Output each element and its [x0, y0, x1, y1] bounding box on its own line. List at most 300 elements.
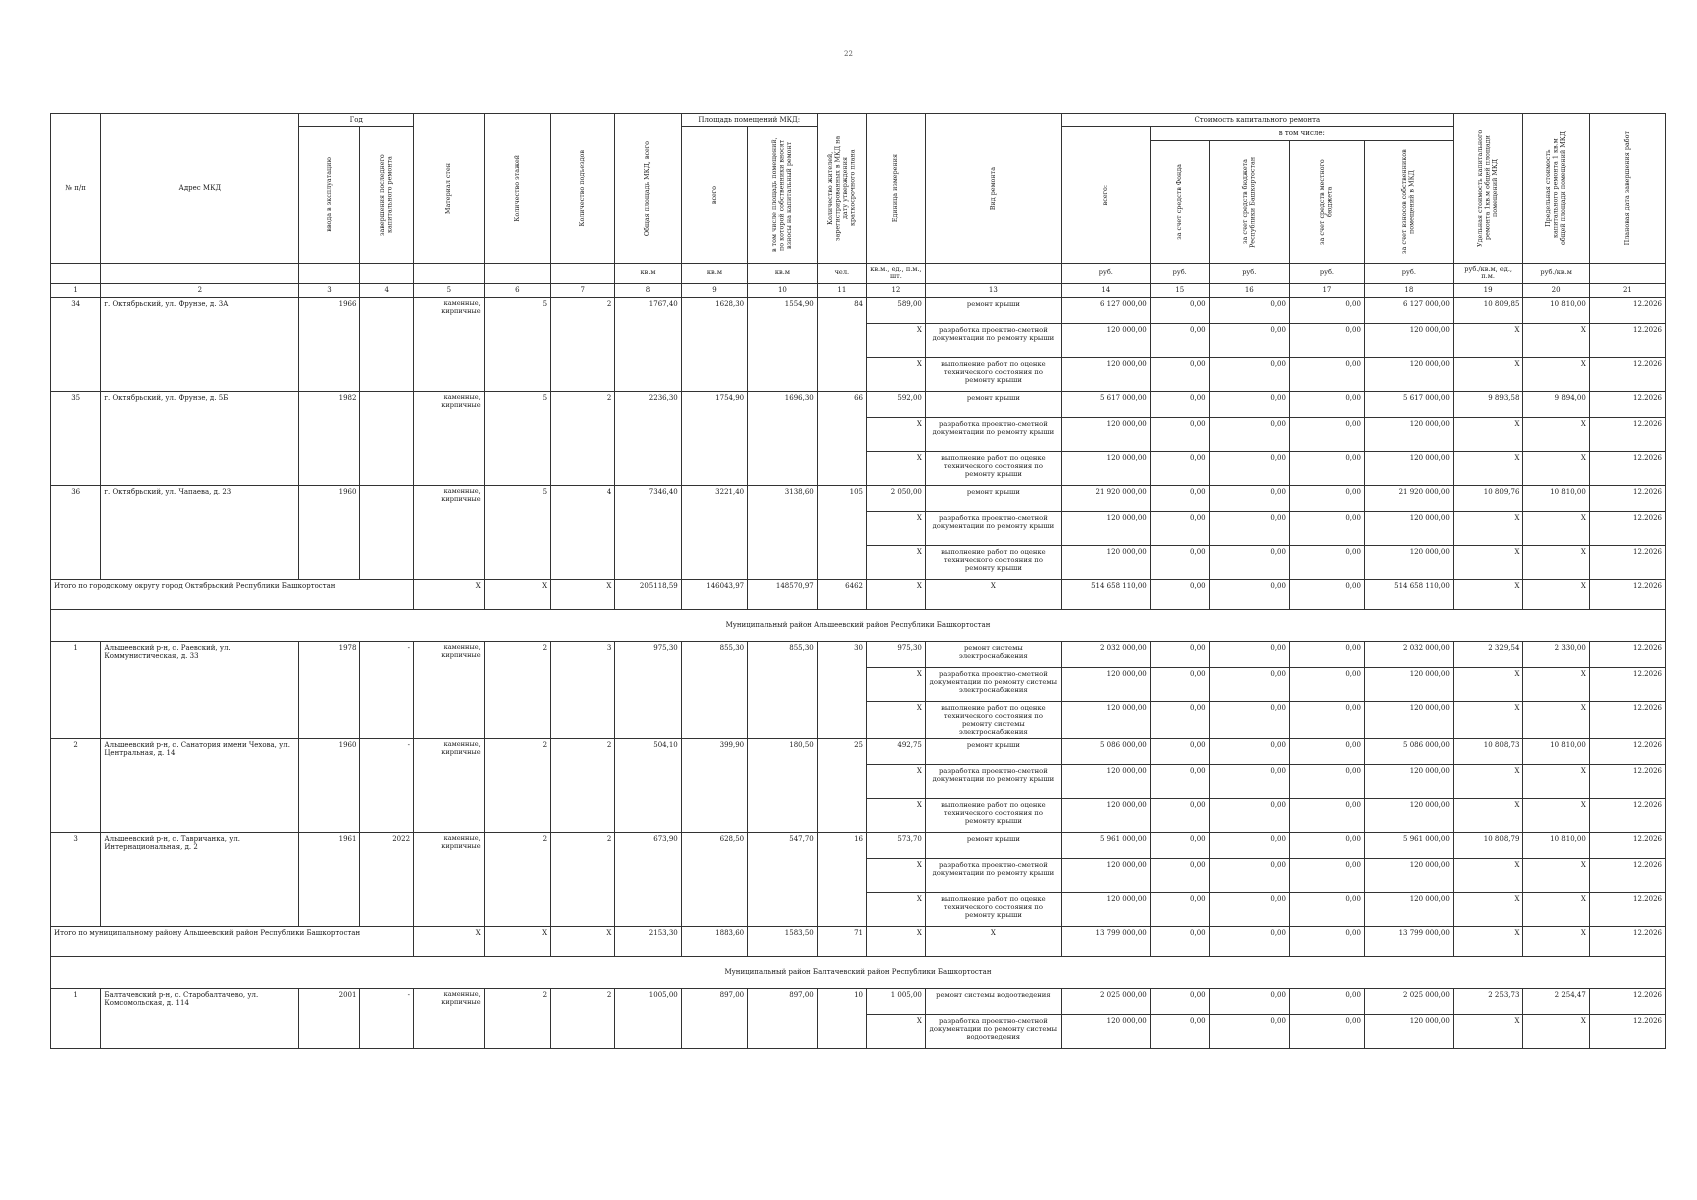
- cost-owners: 120 000,00: [1364, 324, 1453, 358]
- cost-republic: 0,00: [1209, 989, 1289, 1015]
- unit-cost-x-mark: X: [1453, 668, 1523, 702]
- cost-local: 0,00: [1289, 1015, 1364, 1049]
- unit-cell: [551, 263, 615, 284]
- cost-republic: 0,00: [1209, 859, 1289, 893]
- premises-area: 855,30: [681, 642, 747, 739]
- column-number-cell: 18: [1364, 284, 1453, 298]
- unit-cost-x-mark: X: [1453, 418, 1523, 452]
- cost-owners: 120 000,00: [1364, 859, 1453, 893]
- cost-owners: 5 961 000,00: [1364, 833, 1453, 859]
- planned-date: 12.2026: [1589, 512, 1665, 546]
- cost-local: 0,00: [1289, 358, 1364, 392]
- planned-date: 12.2026: [1589, 893, 1665, 927]
- header-floors: Количество этажей: [512, 154, 521, 222]
- cost-local: 0,00: [1289, 668, 1364, 702]
- cost-total: 514 658 110,00: [1061, 580, 1150, 610]
- header-cost-group: Стоимость капитального ремонта: [1061, 114, 1453, 127]
- cost-republic: 0,00: [1209, 765, 1289, 799]
- limit-cost: 2 254,47: [1523, 989, 1589, 1015]
- limit-cost-x-mark: X: [1523, 702, 1589, 739]
- planned-date: 12.2026: [1589, 486, 1665, 512]
- commission-year: 1960: [299, 739, 360, 833]
- work-type: ремонт крыши: [925, 486, 1061, 512]
- unit-cell: руб.: [1061, 263, 1150, 284]
- residents-count: 25: [817, 739, 866, 833]
- unit-cell: [484, 263, 550, 284]
- unit-cost: 10 808,79: [1453, 833, 1523, 859]
- header-row-1: [51, 114, 1666, 127]
- cost-republic: 0,00: [1209, 893, 1289, 927]
- house-row: [51, 833, 1666, 859]
- work-type: выполнение работ по оценке технического состояния по ремонту крыши: [925, 799, 1061, 833]
- wall-material: каменные, кирпичные: [414, 486, 485, 580]
- unit-cost-x-mark: X: [1453, 702, 1523, 739]
- measure-x-mark: X: [866, 512, 925, 546]
- cost-owners: 120 000,00: [1364, 893, 1453, 927]
- row-number: 1: [51, 989, 101, 1049]
- x-mark: X: [1453, 927, 1523, 957]
- limit-cost-x-mark: X: [1523, 512, 1589, 546]
- cost-local: 0,00: [1289, 642, 1364, 668]
- cost-local: 0,00: [1289, 486, 1364, 512]
- header-cost-owners: за счет взносов собственников помещений в МКД: [1400, 149, 1416, 254]
- row-number: 3: [51, 833, 101, 927]
- column-numbers-row: [51, 284, 1666, 298]
- table-body: [51, 114, 1666, 1049]
- cost-total: 120 000,00: [1061, 512, 1150, 546]
- unit-cost-x-mark: X: [1453, 859, 1523, 893]
- cost-fund: 0,00: [1150, 642, 1209, 668]
- cost-fund: 0,00: [1150, 486, 1209, 512]
- cost-total: 120 000,00: [1061, 765, 1150, 799]
- commission-year: 1966: [299, 298, 360, 392]
- measure-value: 592,00: [866, 392, 925, 418]
- limit-cost: 10 810,00: [1523, 298, 1589, 324]
- work-type: выполнение работ по оценке технического состояния по ремонту системы электроснабжения: [925, 702, 1061, 739]
- cost-local: 0,00: [1289, 989, 1364, 1015]
- column-number-cell: 19: [1453, 284, 1523, 298]
- measure-value: 2 050,00: [866, 486, 925, 512]
- capital-repair-register-table: [50, 113, 1666, 1049]
- total-area: 504,10: [615, 739, 681, 833]
- cost-local: 0,00: [1289, 859, 1364, 893]
- residents-count: 66: [817, 392, 866, 486]
- planned-date: 12.2026: [1589, 799, 1665, 833]
- cost-owners: 2 032 000,00: [1364, 642, 1453, 668]
- premises-funded-area: 547,70: [748, 833, 818, 927]
- cost-fund: 0,00: [1150, 833, 1209, 859]
- cost-owners: 120 000,00: [1364, 668, 1453, 702]
- planned-date: 12.2026: [1589, 418, 1665, 452]
- measure-value: 573,70: [866, 833, 925, 859]
- wall-material: каменные, кирпичные: [414, 989, 485, 1049]
- cost-republic: 0,00: [1209, 298, 1289, 324]
- house-address: г. Октябрьский, ул. Чапаева, д. 23: [101, 486, 299, 580]
- floors-count: 5: [484, 486, 550, 580]
- house-address: Альшеевский р-н, с. Тавричанка, ул. Интернациональная, д. 2: [101, 833, 299, 927]
- house-address: г. Октябрьский, ул. Фрунзе, д. 5Б: [101, 392, 299, 486]
- header-address: Адрес МКД: [101, 114, 299, 264]
- cost-republic: 0,00: [1209, 833, 1289, 859]
- cost-local: 0,00: [1289, 799, 1364, 833]
- entrances-count: 2: [551, 833, 615, 927]
- limit-cost: 10 810,00: [1523, 739, 1589, 765]
- x-mark: X: [551, 580, 615, 610]
- work-type: разработка проектно-сметной документации по ремонту крыши: [925, 859, 1061, 893]
- row-number: 34: [51, 298, 101, 392]
- cost-total: 120 000,00: [1061, 799, 1150, 833]
- commission-year: 1960: [299, 486, 360, 580]
- planned-date: 12.2026: [1589, 833, 1665, 859]
- premises-area: 146043,97: [681, 580, 747, 610]
- cost-owners: 120 000,00: [1364, 418, 1453, 452]
- cost-republic: 0,00: [1209, 546, 1289, 580]
- residents-count: 71: [817, 927, 866, 957]
- cost-owners: 120 000,00: [1364, 799, 1453, 833]
- header-planned-date: Плановая дата завершения работ: [1622, 131, 1631, 246]
- measure-x-mark: X: [866, 702, 925, 739]
- unit-cell: кв.м., ед., п.м., шт.: [866, 263, 925, 284]
- wall-material: каменные, кирпичные: [414, 392, 485, 486]
- cost-fund: 0,00: [1150, 927, 1209, 957]
- residents-count: 30: [817, 642, 866, 739]
- cost-republic: 0,00: [1209, 799, 1289, 833]
- unit-cell: [299, 263, 360, 284]
- cost-republic: 0,00: [1209, 452, 1289, 486]
- cost-republic: 0,00: [1209, 580, 1289, 610]
- wall-material: каменные, кирпичные: [414, 642, 485, 739]
- floors-count: 2: [484, 989, 550, 1049]
- cost-fund: 0,00: [1150, 765, 1209, 799]
- column-number-cell: 5: [414, 284, 485, 298]
- premises-area: 1883,60: [681, 927, 747, 957]
- total-label: Итого по городскому округу город Октябрьский Республики Башкортостан: [51, 580, 414, 610]
- header-cost-total: всего:: [1101, 184, 1110, 206]
- cost-republic: 0,00: [1209, 512, 1289, 546]
- work-type: разработка проектно-сметной документации по ремонту крыши: [925, 512, 1061, 546]
- total-area: 1767,40: [615, 298, 681, 392]
- measure-x-mark: X: [866, 765, 925, 799]
- last-repair-year: [360, 392, 414, 486]
- planned-date: 12.2026: [1589, 642, 1665, 668]
- work-type: ремонт системы водоотведения: [925, 989, 1061, 1015]
- cost-fund: 0,00: [1150, 358, 1209, 392]
- work-type: разработка проектно-сметной документации по ремонту системы электроснабжения: [925, 668, 1061, 702]
- premises-area: 628,50: [681, 833, 747, 927]
- cost-total: 5 961 000,00: [1061, 833, 1150, 859]
- planned-date: 12.2026: [1589, 358, 1665, 392]
- last-repair-year: -: [360, 989, 414, 1049]
- measure-value: 492,75: [866, 739, 925, 765]
- measure-x-mark: X: [866, 893, 925, 927]
- work-type: разработка проектно-сметной документации по ремонту крыши: [925, 418, 1061, 452]
- column-number-cell: 2: [101, 284, 299, 298]
- work-type: ремонт крыши: [925, 739, 1061, 765]
- unit-cost: 10 809,76: [1453, 486, 1523, 512]
- limit-cost-x-mark: X: [1523, 546, 1589, 580]
- floors-count: 5: [484, 392, 550, 486]
- cost-owners: 120 000,00: [1364, 765, 1453, 799]
- x-mark: X: [484, 927, 550, 957]
- measure-value: 589,00: [866, 298, 925, 324]
- floors-count: 5: [484, 298, 550, 392]
- cost-total: 5 086 000,00: [1061, 739, 1150, 765]
- premises-area: 1628,30: [681, 298, 747, 392]
- cost-fund: 0,00: [1150, 452, 1209, 486]
- cost-total: 120 000,00: [1061, 668, 1150, 702]
- commission-year: 2001: [299, 989, 360, 1049]
- house-row: [51, 486, 1666, 512]
- header-measure-unit: Единица измерения: [891, 154, 900, 223]
- cost-local: 0,00: [1289, 298, 1364, 324]
- entrances-count: 2: [551, 989, 615, 1049]
- cost-fund: 0,00: [1150, 893, 1209, 927]
- last-repair-year: [360, 486, 414, 580]
- column-number-cell: 12: [866, 284, 925, 298]
- unit-cell: руб.: [1209, 263, 1289, 284]
- x-mark: X: [414, 927, 485, 957]
- measure-value: 975,30: [866, 642, 925, 668]
- cost-owners: 21 920 000,00: [1364, 486, 1453, 512]
- planned-date: 12.2026: [1589, 739, 1665, 765]
- cost-fund: 0,00: [1150, 668, 1209, 702]
- premises-area: 1754,90: [681, 392, 747, 486]
- cost-local: 0,00: [1289, 324, 1364, 358]
- units-row: [51, 263, 1666, 284]
- house-address: Альшеевский р-н, с. Раевский, ул. Коммунистическая, д. 33: [101, 642, 299, 739]
- planned-date: 12.2026: [1589, 546, 1665, 580]
- cost-total: 120 000,00: [1061, 546, 1150, 580]
- work-type: разработка проектно-сметной документации по ремонту системы водоотведения: [925, 1015, 1061, 1049]
- house-row: [51, 989, 1666, 1015]
- planned-date: 12.2026: [1589, 702, 1665, 739]
- unit-cost: 10 808,73: [1453, 739, 1523, 765]
- commission-year: 1961: [299, 833, 360, 927]
- limit-cost-x-mark: X: [1523, 799, 1589, 833]
- column-number-cell: 6: [484, 284, 550, 298]
- work-type: выполнение работ по оценке технического состояния по ремонту крыши: [925, 358, 1061, 392]
- house-row: [51, 298, 1666, 324]
- planned-date: 12.2026: [1589, 1015, 1665, 1049]
- cost-local: 0,00: [1289, 765, 1364, 799]
- unit-cost: 2 329,54: [1453, 642, 1523, 668]
- column-number-cell: 14: [1061, 284, 1150, 298]
- column-number-cell: 10: [748, 284, 818, 298]
- header-limit-cost: Предельная стоимость капитального ремонта 1 кв.м общей площади помещений МКД: [1543, 131, 1567, 246]
- planned-date: 12.2026: [1589, 765, 1665, 799]
- unit-cost-x-mark: X: [1453, 452, 1523, 486]
- house-row: [51, 392, 1666, 418]
- house-address: Альшеевский р-н, с. Санатория имени Чехова, ул. Центральная, д. 14: [101, 739, 299, 833]
- cost-republic: 0,00: [1209, 702, 1289, 739]
- premises-funded-area: 3138,60: [748, 486, 818, 580]
- cost-owners: 13 799 000,00: [1364, 927, 1453, 957]
- cost-total: 120 000,00: [1061, 324, 1150, 358]
- row-number: 2: [51, 739, 101, 833]
- section-title: Муниципальный район Альшеевский район Республики Башкортостан: [51, 610, 1666, 642]
- premises-funded-area: 897,00: [748, 989, 818, 1049]
- measure-x-mark: X: [866, 546, 925, 580]
- row-number: 36: [51, 486, 101, 580]
- column-number-cell: 17: [1289, 284, 1364, 298]
- section-title: Муниципальный район Балтачевский район Республики Башкортостан: [51, 957, 1666, 989]
- x-mark: X: [484, 580, 550, 610]
- unit-cell: руб./кв.м, ед., п.м.: [1453, 263, 1523, 284]
- total-area: 7346,40: [615, 486, 681, 580]
- cost-local: 0,00: [1289, 452, 1364, 486]
- cost-total: 120 000,00: [1061, 859, 1150, 893]
- work-type: ремонт крыши: [925, 392, 1061, 418]
- page-number: 22: [844, 50, 853, 58]
- last-repair-year: [360, 298, 414, 392]
- unit-cell: [1589, 263, 1665, 284]
- cost-local: 0,00: [1289, 893, 1364, 927]
- total-area: 1005,00: [615, 989, 681, 1049]
- cost-fund: 0,00: [1150, 859, 1209, 893]
- column-number-cell: 4: [360, 284, 414, 298]
- header-cost-incl: в том числе:: [1150, 127, 1453, 140]
- column-number-cell: 8: [615, 284, 681, 298]
- header-premises-all: всего: [709, 185, 718, 204]
- header-total-area: Общая площадь МКД, всего: [643, 140, 652, 236]
- x-mark: X: [1453, 580, 1523, 610]
- cost-local: 0,00: [1289, 580, 1364, 610]
- last-repair-year: 2022: [360, 833, 414, 927]
- house-address: Балтачевский р-н, с. Старобалтачево, ул. Комсомольская, д. 114: [101, 989, 299, 1049]
- cost-owners: 120 000,00: [1364, 546, 1453, 580]
- cost-total: 120 000,00: [1061, 893, 1150, 927]
- header-premises-group: Площадь помещений МКД:: [681, 114, 817, 127]
- column-number-cell: 7: [551, 284, 615, 298]
- commission-year: 1982: [299, 392, 360, 486]
- cost-total: 5 617 000,00: [1061, 392, 1150, 418]
- header-unit-cost: Удельная стоимость капитального ремонта 1кв.м общей площади помещений МКД: [1475, 129, 1499, 247]
- measure-x-mark: X: [866, 668, 925, 702]
- work-type: выполнение работ по оценке технического состояния по ремонту крыши: [925, 546, 1061, 580]
- cost-fund: 0,00: [1150, 324, 1209, 358]
- unit-cost-x-mark: X: [1453, 799, 1523, 833]
- premises-funded-area: 180,50: [748, 739, 818, 833]
- limit-cost-x-mark: X: [1523, 893, 1589, 927]
- wall-material: каменные, кирпичные: [414, 298, 485, 392]
- work-type: выполнение работ по оценке технического состояния по ремонту крыши: [925, 893, 1061, 927]
- measure-x-mark: X: [866, 358, 925, 392]
- total-label: Итого по муниципальному району Альшеевский район Республики Башкортостан: [51, 927, 414, 957]
- cost-owners: 120 000,00: [1364, 702, 1453, 739]
- planned-date: 12.2026: [1589, 324, 1665, 358]
- cost-republic: 0,00: [1209, 927, 1289, 957]
- limit-cost-x-mark: X: [1523, 668, 1589, 702]
- premises-funded-area: 148570,97: [748, 580, 818, 610]
- measure-x-mark: X: [866, 452, 925, 486]
- total-row: [51, 927, 1666, 957]
- unit-cell: [414, 263, 485, 284]
- column-number-cell: 13: [925, 284, 1061, 298]
- house-row: [51, 642, 1666, 668]
- work-type: выполнение работ по оценке технического состояния по ремонту крыши: [925, 452, 1061, 486]
- unit-cost-x-mark: X: [1453, 1015, 1523, 1049]
- x-mark: X: [414, 580, 485, 610]
- header-entrances: Количество подъездов: [577, 150, 586, 227]
- commission-year: 1978: [299, 642, 360, 739]
- cost-republic: 0,00: [1209, 668, 1289, 702]
- planned-date: 12.2026: [1589, 989, 1665, 1015]
- unit-cell: руб./кв.м: [1523, 263, 1589, 284]
- measure-x-mark: X: [866, 799, 925, 833]
- cost-fund: 0,00: [1150, 989, 1209, 1015]
- house-address: г. Октябрьский, ул. Фрунзе, д. 3А: [101, 298, 299, 392]
- cost-owners: 514 658 110,00: [1364, 580, 1453, 610]
- limit-cost-x-mark: X: [1523, 418, 1589, 452]
- wall-material: каменные, кирпичные: [414, 739, 485, 833]
- unit-cell: кв.м: [681, 263, 747, 284]
- x-mark: X: [551, 927, 615, 957]
- cost-local: 0,00: [1289, 546, 1364, 580]
- entrances-count: 4: [551, 486, 615, 580]
- unit-cost-x-mark: X: [1453, 324, 1523, 358]
- cost-owners: 120 000,00: [1364, 358, 1453, 392]
- unit-cost-x-mark: X: [1453, 765, 1523, 799]
- column-number-cell: 21: [1589, 284, 1665, 298]
- cost-owners: 5 086 000,00: [1364, 739, 1453, 765]
- unit-cell: [360, 263, 414, 284]
- cost-local: 0,00: [1289, 702, 1364, 739]
- cost-total: 6 127 000,00: [1061, 298, 1150, 324]
- cost-republic: 0,00: [1209, 642, 1289, 668]
- header-wall-material: Материал стен: [444, 162, 453, 214]
- header-cost-fund: за счет средств Фонда: [1174, 163, 1183, 240]
- limit-cost-x-mark: X: [1523, 765, 1589, 799]
- cost-owners: 2 025 000,00: [1364, 989, 1453, 1015]
- entrances-count: 2: [551, 739, 615, 833]
- work-type: ремонт крыши: [925, 833, 1061, 859]
- cost-fund: 0,00: [1150, 392, 1209, 418]
- cost-local: 0,00: [1289, 927, 1364, 957]
- planned-date: 12.2026: [1589, 580, 1665, 610]
- column-number-cell: 3: [299, 284, 360, 298]
- x-mark: X: [866, 927, 925, 957]
- cost-total: 13 799 000,00: [1061, 927, 1150, 957]
- unit-cell: чел.: [817, 263, 866, 284]
- column-number-cell: 11: [817, 284, 866, 298]
- measure-x-mark: X: [866, 324, 925, 358]
- x-mark: X: [1523, 927, 1589, 957]
- unit-cell: [925, 263, 1061, 284]
- cost-republic: 0,00: [1209, 1015, 1289, 1049]
- floors-count: 2: [484, 833, 550, 927]
- planned-date: 12.2026: [1589, 859, 1665, 893]
- unit-cell: руб.: [1364, 263, 1453, 284]
- cost-republic: 0,00: [1209, 486, 1289, 512]
- limit-cost-x-mark: X: [1523, 358, 1589, 392]
- cost-total: 21 920 000,00: [1061, 486, 1150, 512]
- cost-total: 2 032 000,00: [1061, 642, 1150, 668]
- entrances-count: 3: [551, 642, 615, 739]
- cost-owners: 120 000,00: [1364, 452, 1453, 486]
- limit-cost: 10 810,00: [1523, 833, 1589, 859]
- unit-cell: кв.м: [615, 263, 681, 284]
- header-year-group: Год: [299, 114, 414, 127]
- unit-cost-x-mark: X: [1453, 546, 1523, 580]
- cost-local: 0,00: [1289, 392, 1364, 418]
- planned-date: 12.2026: [1589, 668, 1665, 702]
- header-num: № п/п: [51, 114, 101, 264]
- cost-fund: 0,00: [1150, 580, 1209, 610]
- section-row: [51, 610, 1666, 642]
- x-mark: X: [866, 580, 925, 610]
- unit-cost: 9 893,58: [1453, 392, 1523, 418]
- x-mark: X: [1523, 580, 1589, 610]
